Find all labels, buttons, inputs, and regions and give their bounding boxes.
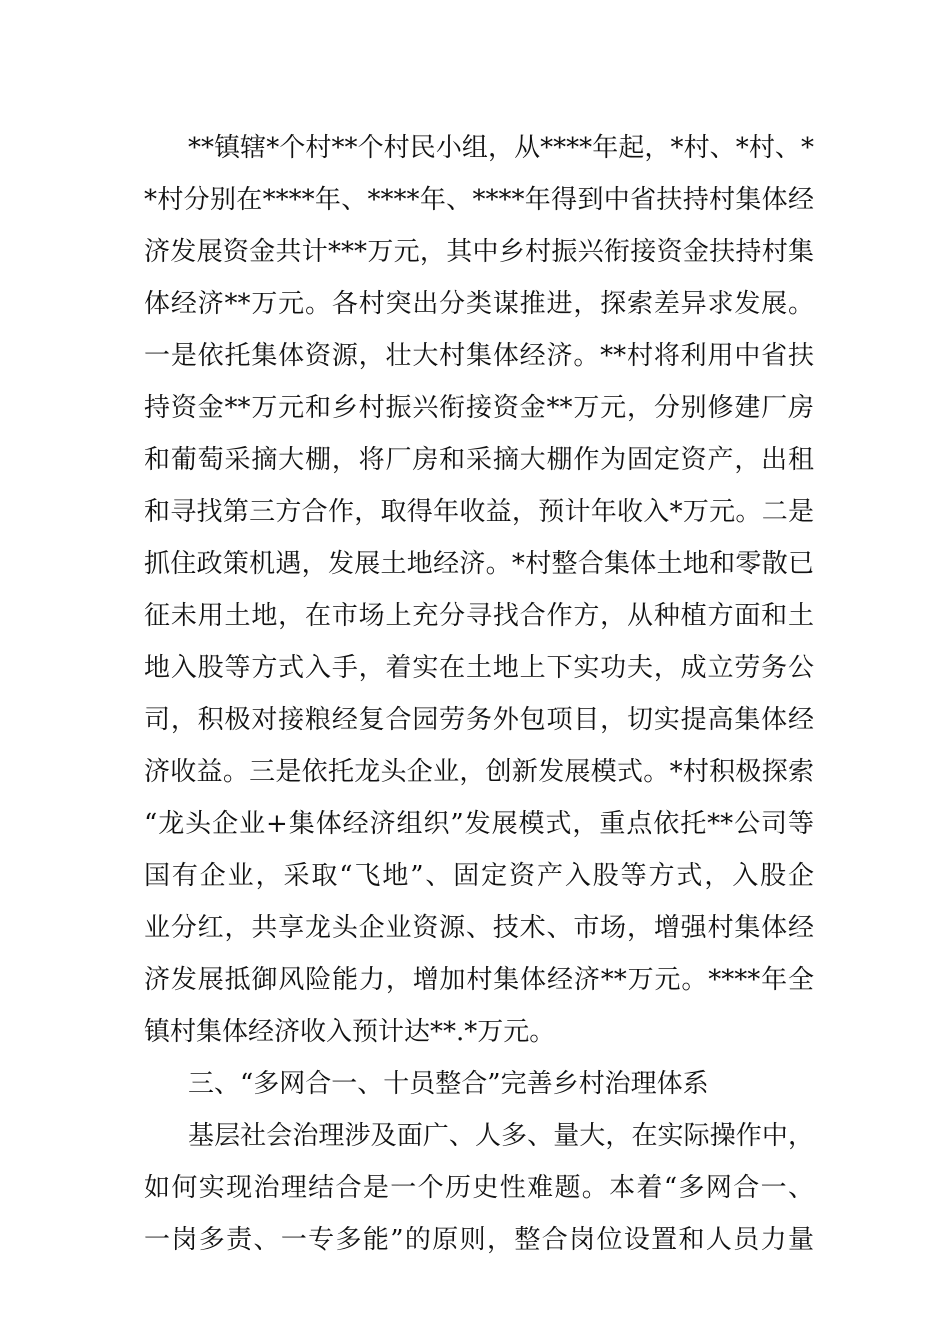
paragraph-1-line-2: *村分别在****年、****年、****年得到中省扶持村集体经 bbox=[144, 185, 814, 215]
paragraph-1-line-14: “龙头企业+集体经济组织”发展模式，重点依托**公司等 bbox=[144, 809, 814, 839]
paragraph-1-line-16: 业分红，共享龙头企业资源、技术、市场，增强村集体经 bbox=[144, 913, 814, 943]
paragraph-1-line-17: 济发展抵御风险能力，增加村集体经济**万元。****年全 bbox=[144, 965, 814, 995]
paragraph-1-line-9: 抓住政策机遇，发展土地经济。*村整合集体土地和零散已 bbox=[144, 549, 814, 579]
paragraph-1-line-12: 司，积极对接粮经复合园劳务外包项目，切实提高集体经 bbox=[144, 705, 814, 735]
paragraph-1-line-13: 济收益。三是依托龙头企业，创新发展模式。*村积极探索 bbox=[144, 757, 814, 787]
paragraph-1-line-15: 国有企业，采取“飞地”、固定资产入股等方式，入股企 bbox=[144, 861, 814, 891]
paragraph-1-line-1: **镇辖*个村**个村民小组，从****年起，*村、*村、* bbox=[188, 133, 814, 163]
section-heading: 三、“多网合一、十员整合”完善乡村治理体系 bbox=[188, 1069, 709, 1099]
paragraph-2-line-2: 如何实现治理结合是一个历史性难题。本着“多网合一、 bbox=[144, 1173, 814, 1203]
paragraph-2-line-1: 基层社会治理涉及面广、人多、量大，在实际操作中， bbox=[188, 1121, 814, 1151]
paragraph-2-line-3: 一岗多责、一专多能”的原则，整合岗位设置和人员力量 bbox=[144, 1225, 814, 1255]
paragraph-1-line-7: 和葡萄采摘大棚，将厂房和采摘大棚作为固定资产，出租 bbox=[144, 445, 814, 475]
paragraph-1-line-4: 体经济**万元。各村突出分类谋推进，探索差异求发展。 bbox=[144, 289, 814, 319]
paragraph-1-line-11: 地入股等方式入手，着实在土地上下实功夫，成立劳务公 bbox=[144, 653, 814, 683]
paragraph-1-line-18: 镇村集体经济收入预计达**.*万元。 bbox=[144, 1017, 556, 1047]
paragraph-1-line-8: 和寻找第三方合作，取得年收益，预计年收入*万元。二是 bbox=[144, 497, 814, 527]
paragraph-1-line-6: 持资金**万元和乡村振兴衔接资金**万元，分别修建厂房 bbox=[144, 393, 814, 423]
paragraph-1-line-10: 征未用土地，在市场上充分寻找合作方，从种植方面和土 bbox=[144, 601, 814, 631]
paragraph-1-line-5: 一是依托集体资源，壮大村集体经济。**村将利用中省扶 bbox=[144, 341, 814, 371]
paragraph-1-line-3: 济发展资金共计***万元，其中乡村振兴衔接资金扶持村集 bbox=[144, 237, 814, 267]
